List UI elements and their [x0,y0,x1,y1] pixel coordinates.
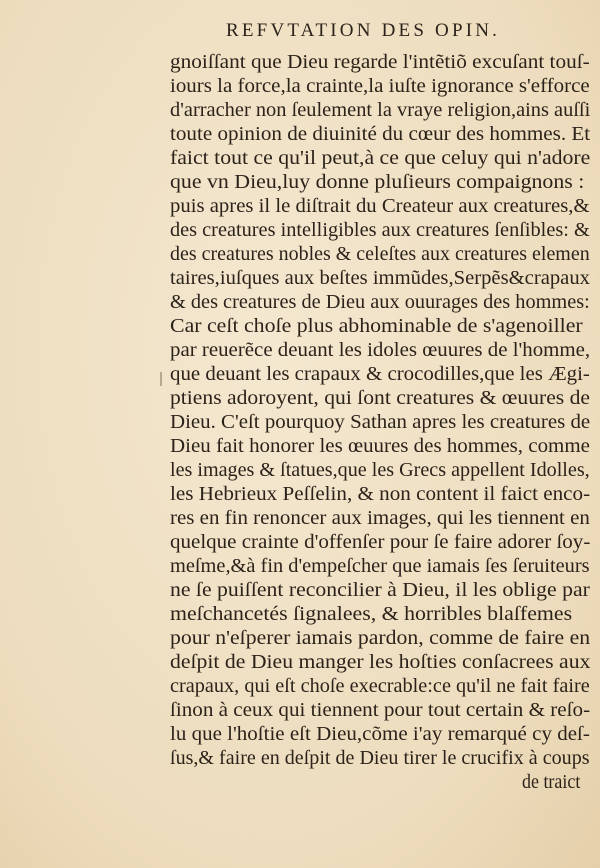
text-line: pour n'eſperer iamais pardon, comme de faire en [170,628,591,649]
text-line: Car ceſt choſe plus abhominable de s'agenoiller [170,316,583,337]
text-line: ſinon à ceux qui tiennent pour tout certain & reſo- [170,700,591,721]
text-line: ptiens adoroyent, qui ſont creatures & œuures de [170,388,591,409]
text-line: & des creatures de Dieu aux ouurages des hommes: [170,292,590,313]
text-line: les images & ſtatues,que les Grecs appellent Idolles, [170,460,590,481]
text-line: gnoiſſant que Dieu regarde l'intẽtiõ excuſant touſ- [170,52,590,73]
text-line: lu que l'hoſtie eſt Dieu,cõme i'ay remarqué cy deſ- [170,724,590,745]
text-line: quelque crainte d'offenſer pour ſe faire adorer ſoy- [170,532,591,553]
text-line: ſus,& faire en deſpit de Dieu tirer le crucifix à coups [170,748,590,769]
text-line: toute opinion de diuinité du cœur des hommes. Et [170,124,591,145]
text-line: meſchancetés ſignalees, & horribles blaſfemes [170,604,573,625]
text-line: meſme,&à fin d'empeſcher que iamais ſes ſeruiteurs [170,556,590,577]
text-line: que deuant les crapaux & crocodilles,que les Ægi- [170,364,590,385]
text-line: deſpit de Dieu manger les hoſties conſacrees aux [170,652,591,673]
text-line: Dieu fait honorer les œuures des hommes, comme [170,436,590,457]
text-line: des creatures nobles & celeſtes aux creatures elemen [170,244,590,265]
text-line: crapaux, qui eſt choſe execrable:ce qu'il ne fait faire [170,676,590,697]
margin-mark [160,372,162,386]
text-line: res en fin renoncer aux images, qui les tiennent en [170,508,590,529]
text-line: puis apres il le diſtrait du Createur aux creatures,& [170,196,590,217]
text-line: iours la force,la crainte,la iuſte ignorance s'efforce [170,76,590,97]
text-line: d'arracher non ſeulement la vraye religion,ains auſſi [170,100,591,121]
text-line: taires,iuſques aux beſtes immũdes,Serpẽs&crapaux [170,268,590,289]
text-line: Dieu. C'eſt pourquoy Sathan apres les creatures de [170,412,591,433]
running-head: REFVTATION DES OPIN. [226,20,501,41]
text-line: de traict [522,772,581,793]
text-line: faict tout ce qu'il peut,à ce que celuy qui n'adore [170,148,591,169]
text-line: par reuerẽce deuant les idoles œuures de l'homme, [170,340,591,361]
text-line: des creatures intelligibles aux creatures ſenſibles: & [170,220,590,241]
text-line: ne ſe puiſſent reconcilier à Dieu, il les oblige par [170,580,590,601]
text-line: que vn Dieu,luy donne pluſieurs compaignons : [170,172,585,193]
text-line: les Hebrieux Peſſelin, & non content il faict enco- [170,484,591,505]
